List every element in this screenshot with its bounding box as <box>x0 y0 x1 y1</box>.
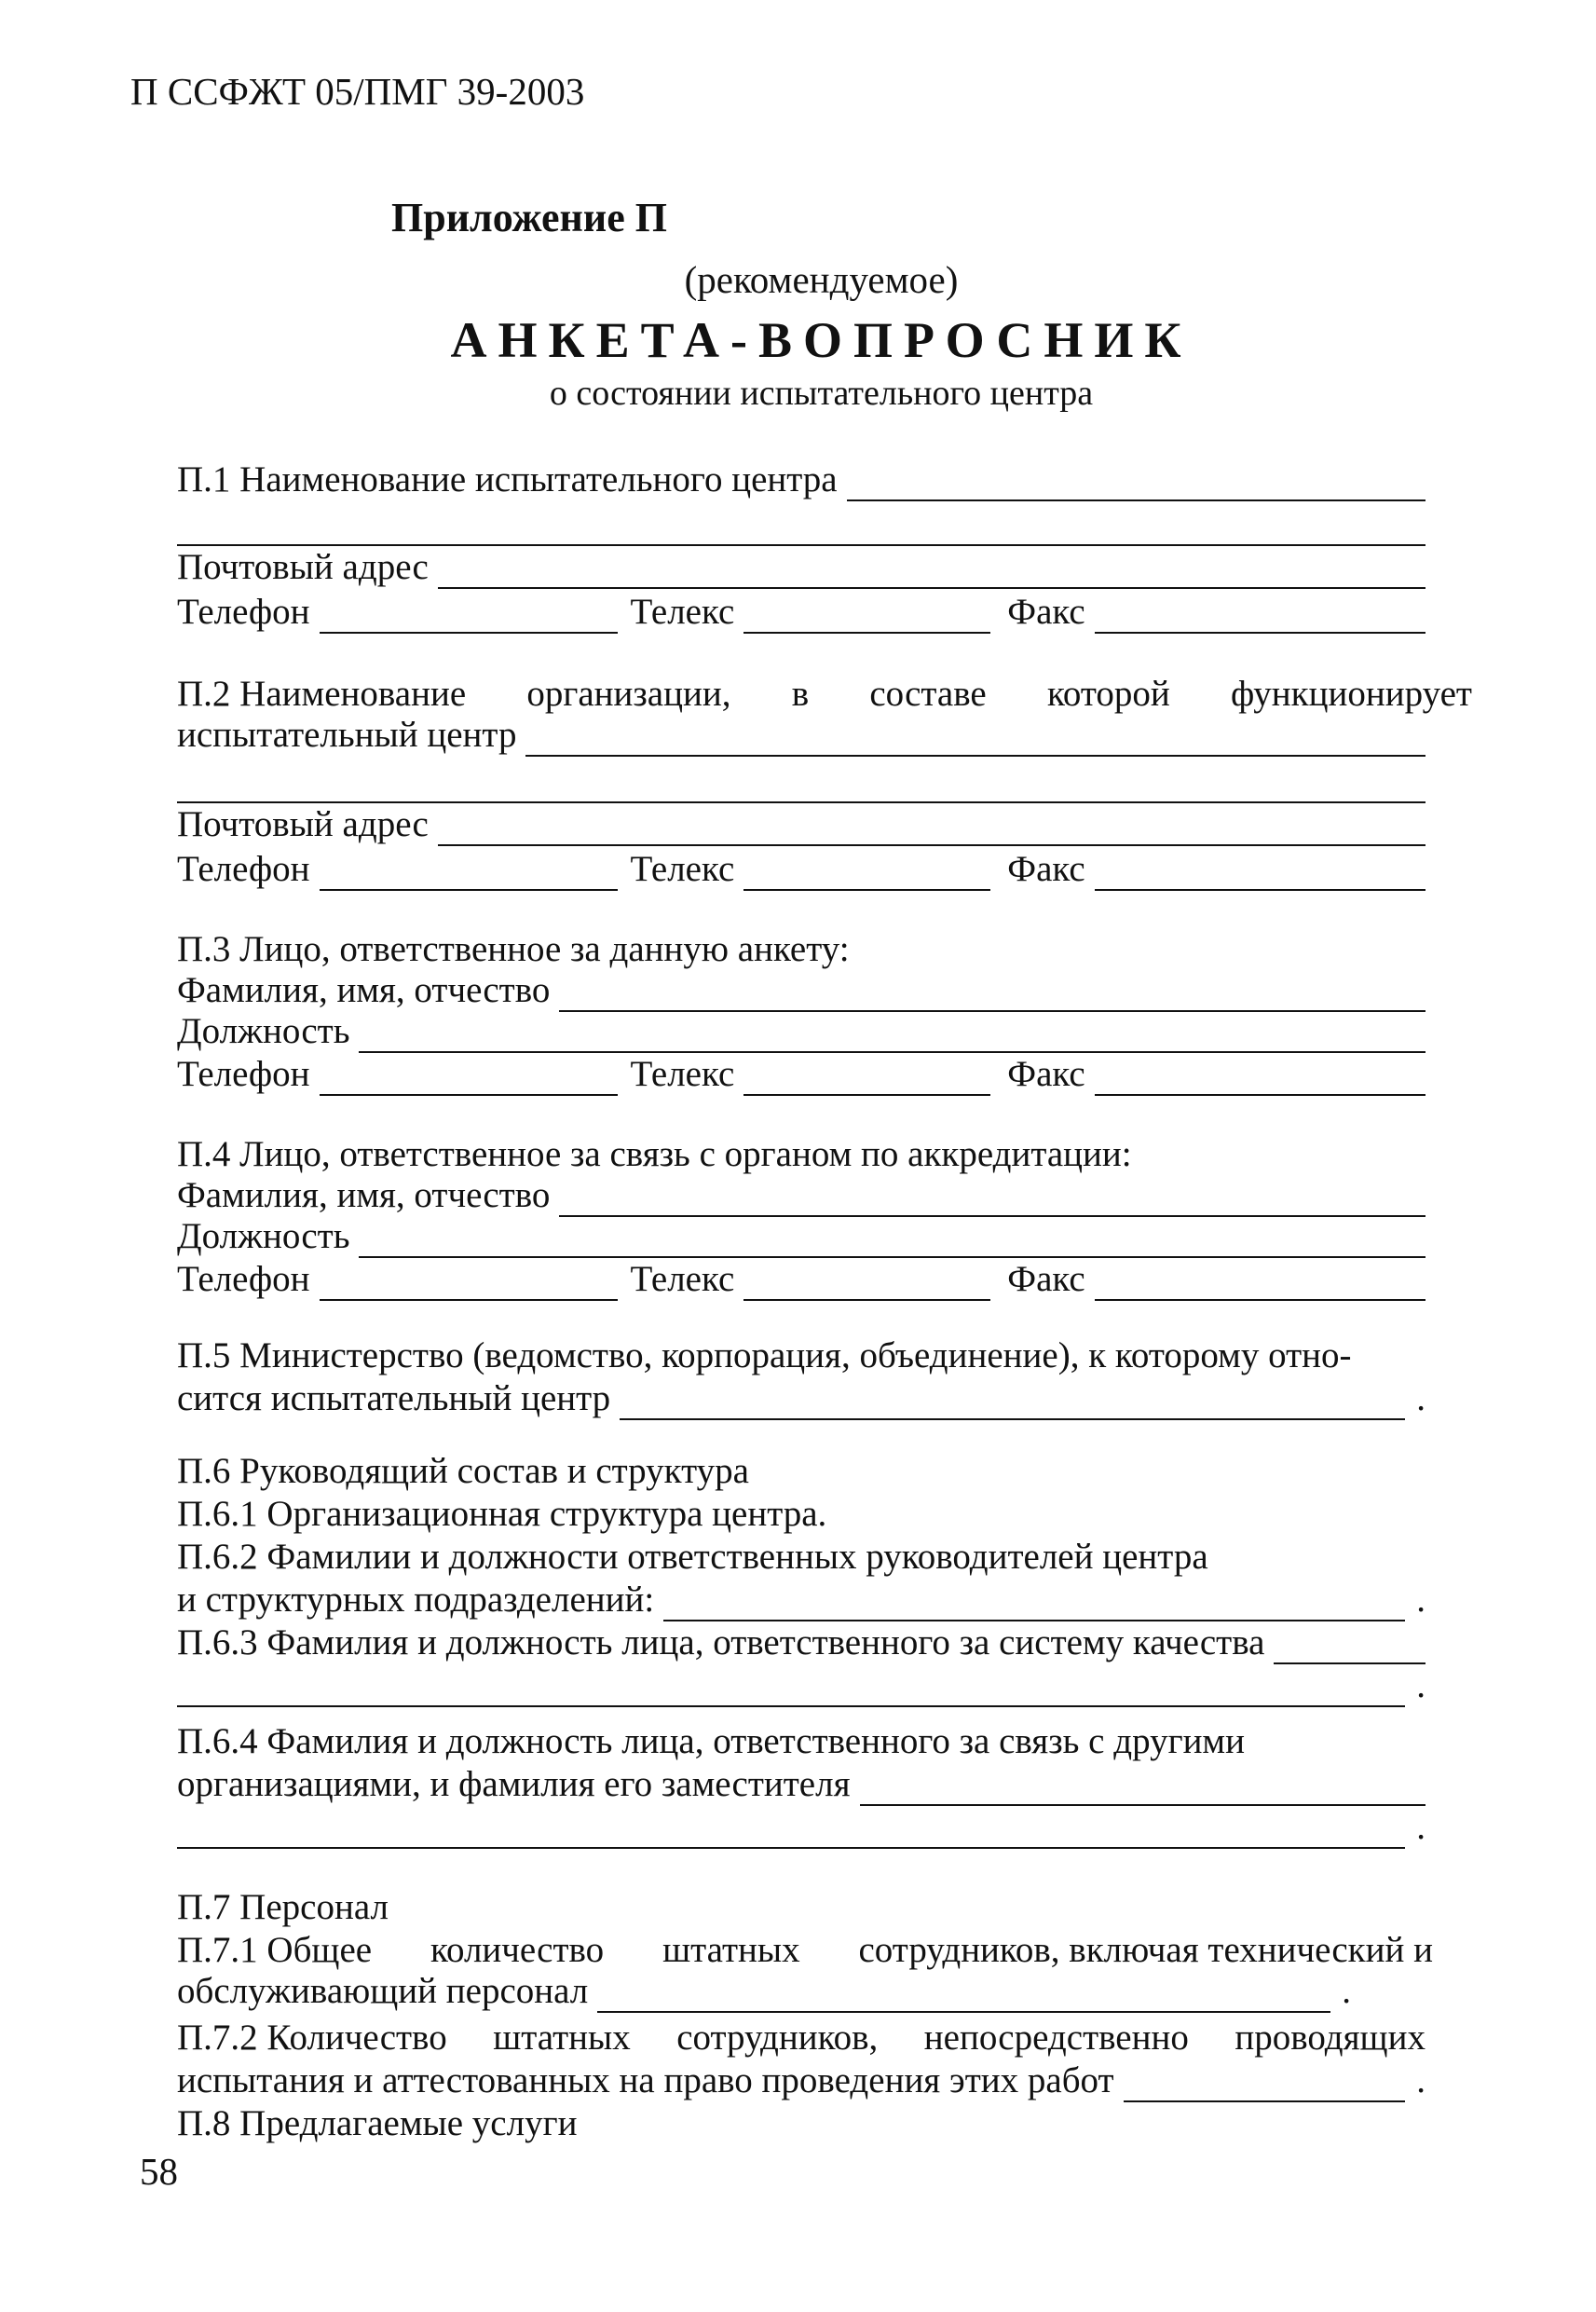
p6-2-text: П.6.2 Фамилии и должности ответственных руководителей центра <box>177 1537 1208 1577</box>
telex-label: Телекс <box>630 592 735 632</box>
p7-2-word: П.7.2 Количество <box>177 2018 447 2058</box>
telex-label: Телекс <box>630 1054 735 1094</box>
appendix-title: Приложение П <box>391 195 667 240</box>
p6-3-field-continuation[interactable] <box>177 1672 1405 1707</box>
p7-1-continuation: обслуживающий персонал <box>177 1971 589 2011</box>
p4-fio-field[interactable] <box>559 1182 1425 1217</box>
p2-continuation: испытательный центр <box>177 715 517 755</box>
p1-postal-field[interactable] <box>438 554 1425 589</box>
page-number: 58 <box>140 2150 178 2193</box>
fax-label: Факс <box>1007 849 1085 889</box>
telex-label: Телекс <box>630 849 735 889</box>
phone-label: Телефон <box>177 849 310 889</box>
p7-1-word: количество <box>430 1930 605 1970</box>
p7-1-field[interactable] <box>597 1977 1330 2013</box>
p7-2-word: непосредственно <box>923 2018 1189 2058</box>
postal-label: Почтовый адрес <box>177 804 429 844</box>
fax-label: Факс <box>1007 1054 1085 1094</box>
p2-heading <box>177 673 1472 716</box>
p2-postal-row <box>177 803 1425 846</box>
p6-4-text: П.6.4 Фамилия и должность лица, ответственного за связь с другими <box>177 1721 1245 1761</box>
p5-ministry-field[interactable] <box>620 1385 1405 1420</box>
p3-position-field[interactable] <box>359 1018 1425 1053</box>
fax-label: Факс <box>1007 592 1085 632</box>
p2-postal-field[interactable] <box>438 811 1425 846</box>
p7-1-row <box>177 1970 1351 2013</box>
fax-label: Факс <box>1007 1259 1085 1299</box>
p2-org-name-field[interactable] <box>525 721 1425 757</box>
p5-continuation: сится испытательный центр <box>177 1378 611 1418</box>
phone-label: Телефон <box>177 1259 310 1299</box>
position-label: Должность <box>177 1216 350 1256</box>
p2-phone-field[interactable] <box>320 855 618 891</box>
phone-label: Телефон <box>177 1054 310 1094</box>
p7-1-word: П.7.1 Общее <box>177 1930 373 1970</box>
p3-telex-field[interactable] <box>743 1060 990 1096</box>
p7-2-row <box>177 2059 1425 2102</box>
p8-heading: П.8 Предлагаемые услуги <box>177 2103 578 2143</box>
phone-label: Телефон <box>177 592 310 632</box>
p6-4-field[interactable] <box>860 1771 1425 1806</box>
p2-word: которой <box>1046 674 1170 714</box>
p4-telex-field[interactable] <box>743 1265 990 1301</box>
document-code: П ССФЖТ 05/ПМГ 39-2003 <box>130 70 585 113</box>
p2-word: функционирует <box>1231 674 1472 714</box>
p6-2-row <box>177 1579 1425 1621</box>
p3-phone-field[interactable] <box>320 1060 618 1096</box>
period: . <box>1416 2060 1425 2100</box>
p7-1-word: штатных <box>662 1930 800 1970</box>
p1-label: П.1 Наименование испытательного центра <box>177 459 838 499</box>
p1-center-name-row <box>177 458 1425 501</box>
p7-2-text <box>177 2017 1425 2059</box>
p3-position-row <box>177 1010 1425 1053</box>
p6-4-row <box>177 1763 1425 1806</box>
p1-fax-field[interactable] <box>1095 598 1425 634</box>
p1-center-name-field-continuation[interactable] <box>177 501 1425 546</box>
p7-2-field[interactable] <box>1124 2067 1406 2102</box>
p6-3-continuation-row <box>177 1664 1425 1707</box>
form-title: АНКЕТА-ВОПРОСНИК <box>450 312 1193 368</box>
p2-word: организации, <box>526 674 731 714</box>
fio-label: Фамилия, имя, отчество <box>177 970 551 1010</box>
telex-label: Телекс <box>630 1259 735 1299</box>
p6-4-continuation-row <box>177 1806 1425 1849</box>
p4-position-row <box>177 1215 1425 1258</box>
p7-1-word: сотрудников, включая технический и <box>858 1930 1433 1970</box>
p5-ministry-row <box>177 1377 1425 1420</box>
p1-phone-field[interactable] <box>320 598 618 634</box>
period: . <box>1416 1807 1425 1847</box>
period: . <box>1416 1378 1425 1418</box>
p7-2-word: штатных <box>493 2018 631 2058</box>
p4-fax-field[interactable] <box>1095 1265 1425 1301</box>
p3-fio-row <box>177 969 1425 1012</box>
p1-postal-row <box>177 546 1425 589</box>
p3-contacts-row <box>177 1053 1425 1096</box>
p2-telex-field[interactable] <box>743 855 990 891</box>
p2-fax-field[interactable] <box>1095 855 1425 891</box>
p2-word: в <box>791 674 810 714</box>
p2-org-name-field-continuation[interactable] <box>177 759 1425 803</box>
p3-fio-field[interactable] <box>559 977 1425 1012</box>
p6-4-continuation: организациями, и фамилия его заместителя <box>177 1764 851 1804</box>
p2-word: П.2 Наименование <box>177 674 467 714</box>
p7-1-text <box>177 1929 1433 1972</box>
p6-2-continuation: и структурных подразделений: <box>177 1580 655 1620</box>
p6-3-row <box>177 1621 1425 1664</box>
p1-center-name-field[interactable] <box>847 466 1425 501</box>
p1-contacts-row <box>177 591 1425 634</box>
position-label: Должность <box>177 1011 350 1051</box>
p3-fax-field[interactable] <box>1095 1060 1425 1096</box>
period: . <box>1342 1971 1351 2011</box>
p2-contacts-row <box>177 848 1425 891</box>
postal-label: Почтовый адрес <box>177 547 429 587</box>
p2-org-name-row <box>177 714 1425 757</box>
p7-2-continuation: испытания и аттестованных на право проведения этих работ <box>177 2060 1114 2100</box>
period: . <box>1416 1580 1425 1620</box>
p6-4-field-continuation[interactable] <box>177 1813 1405 1849</box>
p6-heading: П.6 Руководящий состав и структура <box>177 1451 749 1491</box>
p2-word: составе <box>869 674 987 714</box>
p4-phone-field[interactable] <box>320 1265 618 1301</box>
fio-label: Фамилия, имя, отчество <box>177 1175 551 1215</box>
p1-telex-field[interactable] <box>743 598 990 634</box>
p3-heading: П.3 Лицо, ответственное за данную анкету: <box>177 929 850 969</box>
p4-fio-row <box>177 1174 1425 1217</box>
p6-3-text: П.6.3 Фамилия и должность лица, ответственного за систему качества <box>177 1622 1265 1662</box>
form-subtitle: о состоянии испытательного центра <box>549 374 1094 413</box>
period: . <box>1416 1665 1425 1705</box>
p7-2-word: проводящих <box>1235 2018 1425 2058</box>
p7-2-word: сотрудников, <box>676 2018 879 2058</box>
p4-position-field[interactable] <box>359 1223 1425 1258</box>
p4-contacts-row <box>177 1258 1425 1301</box>
p5-heading: П.5 Министерство (ведомство, корпорация, объединение), к которому отно- <box>177 1335 1352 1375</box>
p4-heading: П.4 Лицо, ответственное за связь с органом по аккредитации: <box>177 1134 1132 1174</box>
p7-heading: П.7 Персонал <box>177 1887 389 1927</box>
p6-2-field[interactable] <box>663 1586 1405 1621</box>
p6-3-field[interactable] <box>1274 1629 1425 1664</box>
p6-1-text: П.6.1 Организационная структура центра. <box>177 1494 827 1534</box>
appendix-note: (рекомендуемое) <box>684 258 959 301</box>
